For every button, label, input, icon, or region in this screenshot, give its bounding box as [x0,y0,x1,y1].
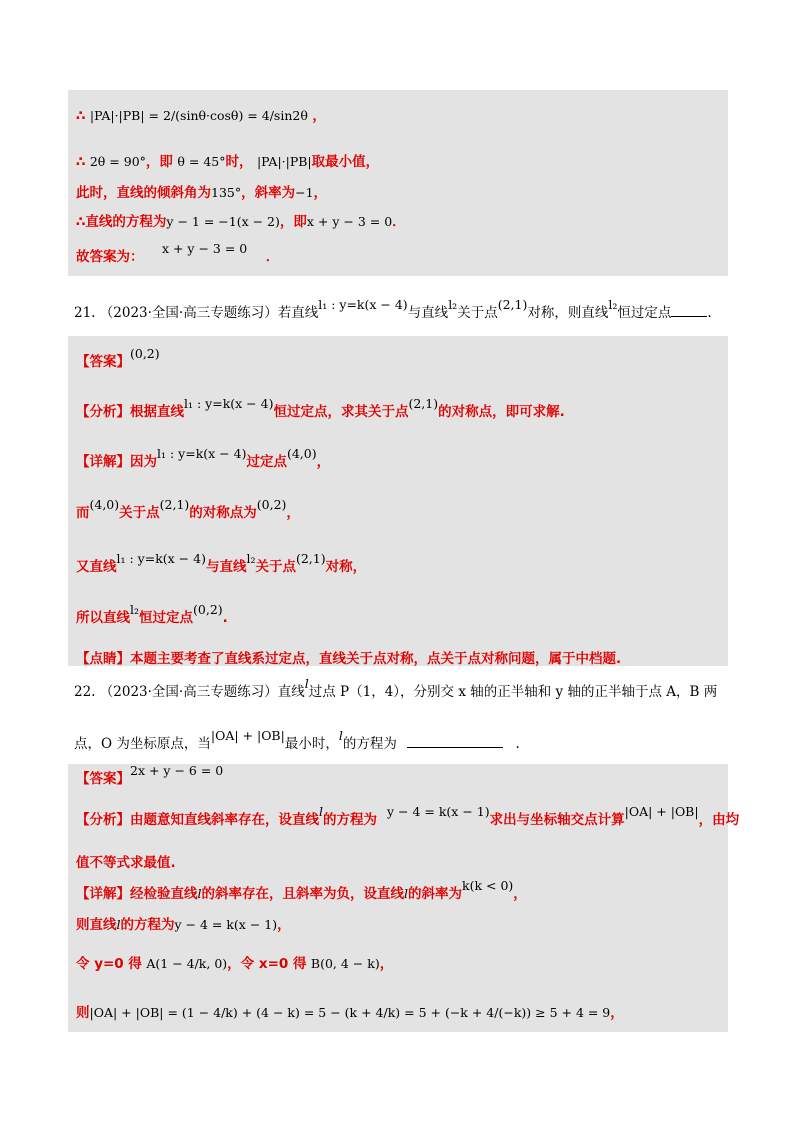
answer-blank[interactable] [671,316,707,317]
block1-line5: 故答案为： x + y − 3 = 0 ． [76,241,280,265]
a22-line2: 则直线l的方程为y − 4 = k(x − 1)， [76,917,291,933]
answer-blank[interactable] [407,747,503,748]
a21-line3: 又直线l₁ : y=k(x − 4)与直线l₂关于点(2,1)对称， [76,551,367,575]
block1-line1: ∴ |PA|·|PB| = 2/(sinθ·cosθ) = 4/sin2θ ， [76,108,326,124]
a21-answer: 【答案】(0,2) [76,346,160,370]
a21-analysis: 【分析】根据直线l₁ : y=k(x − 4)恒过定点，求其关于点(2,1)的对称点，即可求解. [76,396,565,420]
question-22-line1: 22. （2023·全国·高三专题练习）直线l过点 P（1，4），分别交 x 轴的正半轴和 y 轴的正半轴于点 A，B 两 [74,676,718,700]
a22-answer: 【答案】2x + y − 6 = 0 [76,763,224,787]
a22-analysis: 【分析】由题意知直线斜率存在，设直线l的方程为y − 4 = k(x − 1)求出与坐标轴交点计算|OA| + |OB|，由均 [76,804,740,828]
a22-analysis-cont: 值不等式求最值. [76,855,176,871]
question-22-line2: 点，O 为坐标原点，当|OA| + |OB|最小时，l的方程为 . [74,728,520,752]
a21-line2: 而(4,0)关于点(2,1)的对称点为(0,2)， [76,497,300,521]
block1-line3: 此时，直线的倾斜角为135°，斜率为−1， [76,185,328,201]
a22-line3: 令 y=0 得 A(1 − 4/k, 0)，令 x=0 得 B(0, 4 − k)， [76,956,394,972]
block1-line4: ∴直线的方程为y − 1 = −1(x − 2)，即x + y − 3 = 0． [76,214,406,230]
a21-line4: 所以直线l₂恒过定点(0,2). [76,602,228,626]
formula: |PA|·|PB| = 2/(sinθ·cosθ) = 4/sin2θ [89,108,308,123]
a22-detail: 【详解】经检验直线l的斜率存在，且斜率为负，设直线l的斜率为k(k < 0)， [76,878,527,902]
a21-detail: 【详解】因为l₁ : y=k(x − 4)过定点(4,0)， [76,446,331,470]
a22-line4: 则|OA| + |OB| = (1 − 4/k) + (4 − k) = 5 − (k + 4/k) = 5 + (−k + 4/(−k)) ≥ 5 + 4 = 9， [76,1005,624,1021]
block1-line2: ∴ 2θ = 90°，即 θ = 45°时， |PA|·|PB|取最小值， [76,154,380,170]
a21-comment: 【点睛】本题主要考查了直线系过定点，直线关于点对称，点关于点对称问题，属于中档题. [76,651,622,667]
question-21: 21. （2023·全国·高三专题练习）若直线l₁ : y=k(x − 4)与直线l₂关于点(2,1)对称，则直线l₂恒过定点 . [74,297,712,321]
